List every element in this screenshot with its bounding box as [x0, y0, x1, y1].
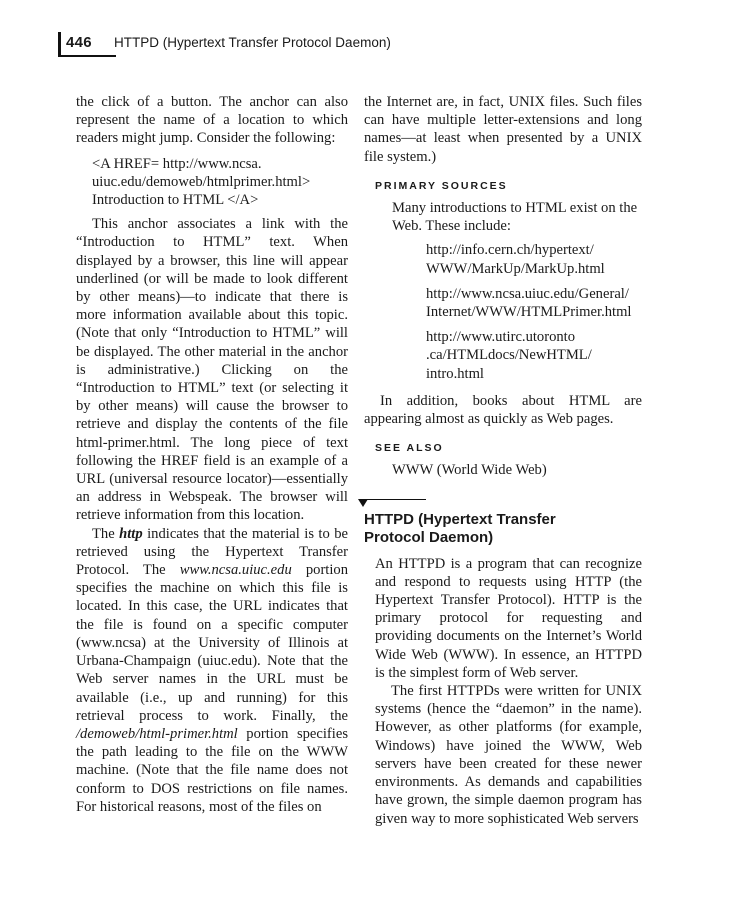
entry-title: HTTPD (Hypertext Transfer Protocol Daemon): [364, 510, 556, 546]
code-example: [92, 155, 348, 210]
term-http: http: [119, 525, 143, 542]
source-url: http://www.utirc.utoronto .ca/HTMLdocs/NewHTML/ intro.html: [426, 329, 592, 382]
triangle-icon: [358, 499, 368, 507]
entry-rule: [364, 499, 426, 500]
paragraph-httpd-definition: An HTTPD is a program that can recognize and respond to requests using HTTP (the Hypertext Transfer Protocol). HTTP is the primary protocol for requesting and providing documents on the Internet’s World Wide Web (WWW). In essence, an HTTPD is the simplest form of Web server.: [375, 555, 642, 681]
header-bar: [58, 32, 61, 56]
source-url: http://www.ncsa.uiuc.edu/General/ Internet/WWW/HTMLPrimer.html: [426, 285, 632, 321]
code-line: uiuc.edu/demoweb/htmlprimer.html>: [92, 173, 311, 190]
see-also-item: WWW (World Wide Web): [392, 462, 547, 479]
running-title: HTTPD (Hypertext Transfer Protocol Daemon): [114, 35, 391, 50]
right-column: [364, 93, 642, 828]
term-path: /demoweb/html-primer.html: [76, 725, 238, 742]
code-line: Introduction to HTML </A>: [92, 192, 259, 209]
paragraph-anchor-explanation: This anchor associates a link with the “Introduction to HTML” text. When displayed by a browser, this line will appear underlined (or will be made to look different by other means)—to indicate that there is more information available about this topic. (Note that only “Introduction to HTML” will be displayed. The other material in the anchor is administrative.) Clicking on the “Introduction to HTML” text (or selecting it by other means) will cause the browser to retrieve and display the contents of the file html-primer.html. The long piece of text following the HREF field is an example of a URL (universal resource locator)—essentially an address in Webspeak. The browser will retrieve information from this location.: [76, 216, 348, 524]
header-rule: [58, 55, 116, 57]
running-header: [58, 30, 678, 60]
term-host: www.ncsa.uiuc.edu: [179, 562, 292, 579]
page-number: 446: [66, 34, 92, 51]
paragraph-unix-files: the Internet are, in fact, UNIX files. Such files can have multiple letter-extensions and long names—at least when presented by a UNIX file system.): [364, 94, 642, 165]
primary-sources-label: PRIMARY SOURCES: [375, 179, 508, 192]
primary-sources-intro: Many introductions to HTML exist on the Web. These include:: [392, 200, 638, 235]
code-line: <A HREF= http://www.ncsa.: [92, 155, 262, 172]
entry-body: [364, 555, 642, 828]
entry-marker: [364, 499, 642, 509]
source-url: http://info.cern.ch/hypertext/ WWW/MarkUp/MarkUp.html: [426, 242, 605, 277]
paragraph-httpd-history: The first HTTPDs were written for UNIX systems (hence the “daemon” in the name). However, as other platforms (for example, Windows) have joined the WWW, Web servers have been created for these newer environments. As demands and capabilities have grown, the simple daemon program has given way to more sophisticated Web servers: [375, 683, 642, 827]
paragraph-anchor-intro: the click of a button. The anchor can also represent the name of a location to which readers might jump. Consider the following:: [76, 94, 348, 147]
left-column: [76, 93, 348, 816]
paragraph-books: In addition, books about HTML are appearing almost as quickly as Web pages.: [364, 392, 642, 428]
paragraph-url-parts: The http indicates that the material is to be retrieved using the Hypertext Transfer Protocol. The www.ncsa.uiuc.edu portion specifies the machine on which this file is located. In this case, the URL indicates that the file is found on a specific computer (www.ncsa) at the University of Illinois at Urbana-Champaign (uiuc.edu). Note that the Web server names in the URL must be available (i.e., up and running) for this retrieval process to work. Finally, the /demoweb/html-primer.html portion specifies the path leading to the file on the WWW machine. (Note that the file name does not conform to DOS restrictions on file names. For historical reasons, most of the files on: [76, 525, 349, 815]
see-also-label: SEE ALSO: [375, 442, 444, 455]
